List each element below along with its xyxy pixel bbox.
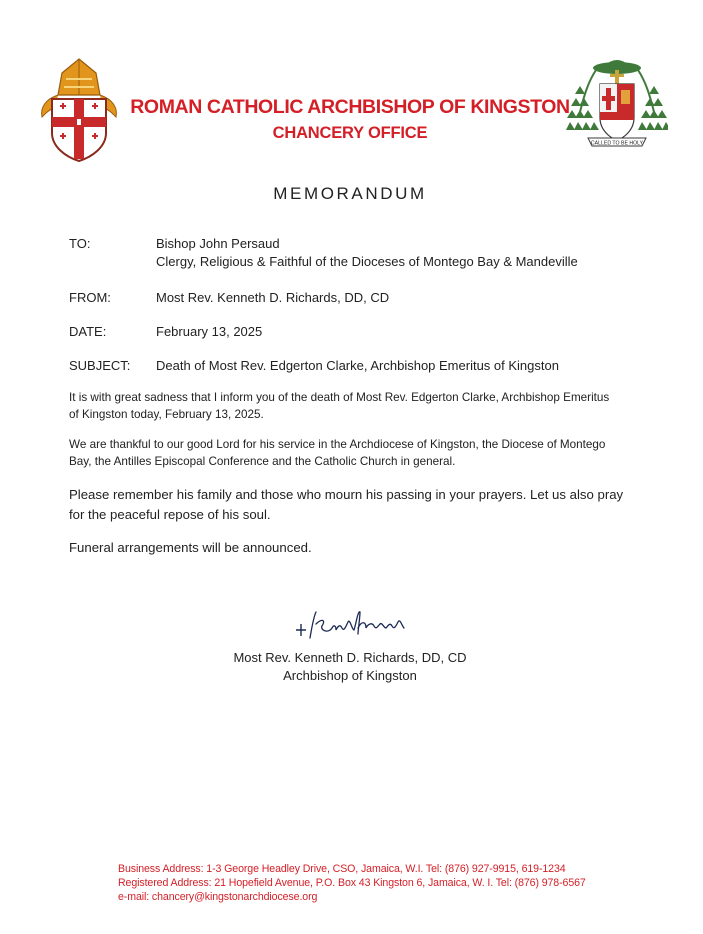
paragraph-thanks: [69, 436, 649, 470]
memorandum-heading: MEMORANDUM: [273, 184, 427, 203]
to-label: TO:: [69, 236, 91, 251]
archdiocese-title: ROMAN CATHOLIC ARCHBISHOP OF KINGSTON: [130, 96, 570, 118]
handwritten-signature: [292, 608, 412, 644]
paragraph-line: We are thankful to our good Lord for his service in the Archdiocese of Kingston, the Diocese of Montego: [69, 438, 606, 451]
to-recipient-2: Clergy, Religious & Faithful of the Dioceses of Montego Bay & Mandeville: [156, 254, 578, 269]
archdiocese-crest-icon: [36, 55, 122, 165]
paragraph-line: Please remember his family and those who mourn his passing in your prayers. Let us also pray: [69, 487, 624, 502]
signatory-name: Most Rev. Kenneth D. Richards, DD, CD: [233, 650, 467, 665]
paragraph-prayer: [69, 485, 649, 525]
footer-contact: [118, 862, 586, 904]
to-recipient-1: Bishop John Persaud: [156, 236, 280, 251]
date-label: DATE:: [69, 324, 107, 339]
paragraph-line: Bay, the Antilles Episcopal Conference and the Catholic Church in general.: [69, 455, 456, 468]
from-value: Most Rev. Kenneth D. Richards, DD, CD: [156, 290, 390, 305]
signatory-title: Archbishop of Kingston: [283, 668, 417, 683]
footer-email[interactable]: e-mail: chancery@kingstonarchdiocese.org: [118, 891, 318, 903]
chancery-office-subtitle: CHANCERY OFFICE: [272, 124, 428, 142]
footer-registered-address: Registered Address: 21 Hopefield Avenue, P.O. Box 43 Kingston 6, Jamaica, W. I. Tel: (876) 978-6567: [118, 877, 586, 889]
paragraph-announcement: [69, 389, 649, 423]
paragraph-line: for the peaceful repose of his soul.: [69, 507, 271, 522]
archbishop-coat-of-arms-icon: [566, 52, 668, 156]
date-value: February 13, 2025: [156, 324, 263, 339]
from-label: FROM:: [69, 290, 111, 305]
subject-label: SUBJECT:: [69, 358, 131, 373]
paragraph-line: It is with great sadness that I inform you of the death of Most Rev. Edgerton Clarke, Archbishop Emeritus: [69, 391, 610, 404]
paragraph-funeral: Funeral arrangements will be announced.: [69, 540, 312, 555]
subject-value: Death of Most Rev. Edgerton Clarke, Archbishop Emeritus of Kingston: [156, 358, 559, 373]
footer-business-address: Business Address: 1-3 George Headley Drive, CSO, Jamaica, W.I. Tel: (876) 927-9915, 619-1234: [118, 863, 566, 875]
motto-ribbon-text: CALLED TO BE HOLY: [590, 140, 644, 147]
paragraph-line: of Kingston today, February 13, 2025.: [69, 408, 264, 421]
